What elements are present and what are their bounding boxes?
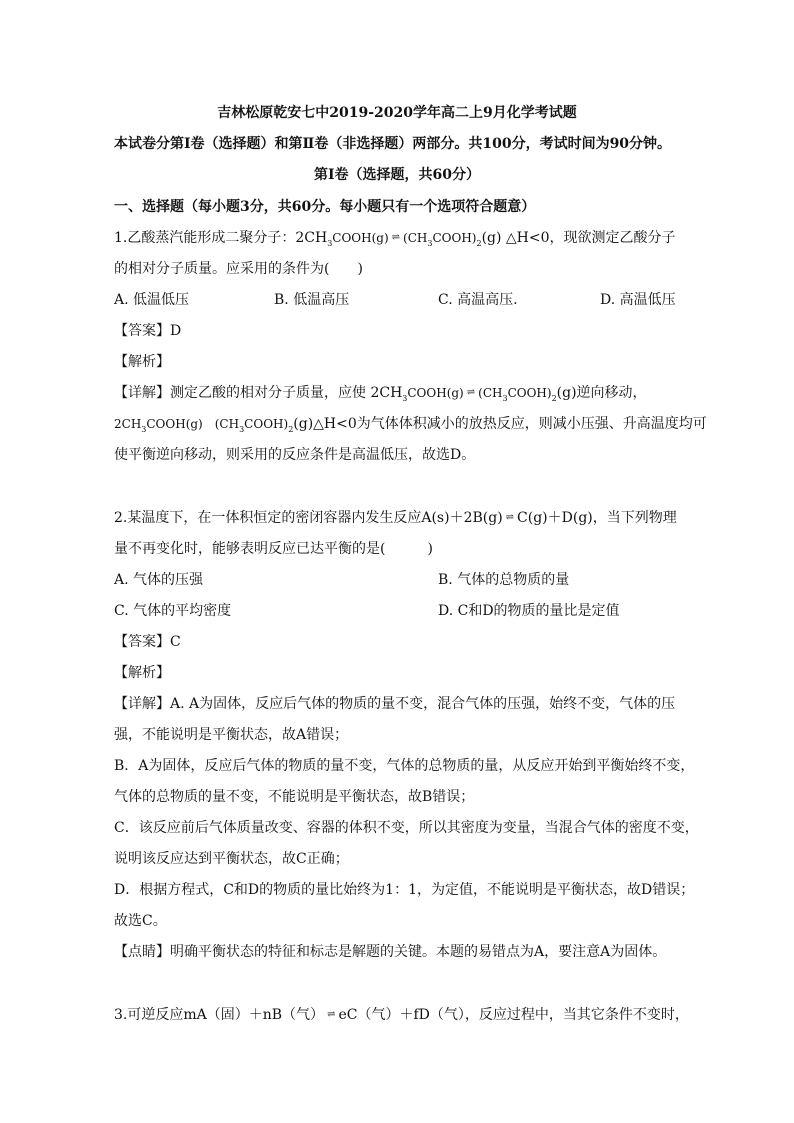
q2-answer: 【答案】C [114,634,181,650]
q2-option-a: A. 气体的压强 [114,572,204,588]
q2-option-d: D. C和D的物质的量比是定值 [438,603,620,619]
equilibrium-arrow-icon: ⇌ [505,512,515,523]
q2-option-b: B. 气体的总物质的量 [438,572,570,588]
q2-analysis-label: 【解析】 [114,665,170,681]
section-one-heading: 一、选择题（每小题3分，共60分。每小题只有一个选项符合题意） [114,199,536,215]
q1-answer: 【答案】D [114,323,182,339]
q1-stem-line1: 1.乙酸蒸汽能形成二聚分子：$2CH_3COOH(g)$ ⇌ $(CH_3COOH)_2(g)$ △H<0，现欲测定乙酸分子 [114,230,676,248]
q1-detail-line2: $2CH_3COOH(g)$ $(CH_3COOH)_2(g)\triangle H<0$为气体体积减小的放热反应，则减小压强、升高温度均可 [114,416,707,434]
document-title: 吉林松原乾安七中2019-2020学年高二上9月化学考试题 [217,105,577,121]
q2-detail-line1: 【详解】A. A为固体，反应后气体的物质的量不变，混合气体的压强，始终不变，气体的压 [114,696,676,712]
q2-detail-line5: C．该反应前后气体质量改变、容器的体积不变，所以其密度为变量，当混合气体的密度不变， [114,820,699,836]
q1-stem-line2: 的相对分子质量。应采用的条件为( ) [114,261,363,277]
q1-option-a: A. 低温低压 [114,292,190,308]
q1-option-b: B. 低温高压 [274,292,350,308]
q2-detail-line6: 说明该反应达到平衡状态，故C正确； [114,851,349,867]
q1-option-d: D. 高温低压 [600,292,676,308]
q2-detail-line4: 气体的总物质的量不变，不能说明是平衡状态，故B错误； [114,789,475,805]
part-one-heading: 第Ⅰ卷（选择题，共60分） [313,167,481,183]
exam-intro: 本试卷分第Ⅰ卷（选择题）和第Ⅱ卷（非选择题）两部分。共100分，考试时间为90分钟。 [114,136,672,152]
q1-option-c: C. 高温高压. [438,292,518,308]
q2-detail-line2: 强，不能说明是平衡状态，故A错误； [114,727,349,743]
q1-analysis-label: 【解析】 [114,354,170,370]
q2-option-c: C. 气体的平均密度 [114,603,232,619]
q2-stem-line2: 量不再变化时，能够表明反应已达平衡的是( ) [114,541,433,557]
q2-detail-line8: 故选C。 [114,913,167,929]
q2-detail-line3: B．A为固体，反应后气体的物质的量不变，气体的总物质的量，从反应开始到平衡始终不变， [114,758,695,774]
q3-stem-line1: 3.可逆反应mA（固）＋nB（气） ⇌ eC（气）＋fD（气），反应过程中，当其它条件不变时， [114,1007,689,1023]
q2-stem-line1: 2.某温度下，在一体积恒定的密闭容器内发生反应A(s)＋2B(g) ⇌ C(g)＋D(g)，当下列物理 [114,510,677,526]
q1-detail-line1: 【详解】测定乙酸的相对分子质量，应使 $2CH_3COOH(g)$ ⇌ $(CH_3COOH)_2(g)$逆向移动， [114,385,647,403]
q2-tip: 【点睛】明确平衡状态的特征和标志是解题的关键。本题的易错点为A，要注意A为固体。 [114,944,667,960]
q2-detail-line7: D．根据方程式，C和D的物质的量比始终为1：1，为定值，不能说明是平衡状态，故D错误； [114,882,695,898]
q1-detail-line3: 使平衡逆向移动，则采用的反应条件是高温低压，故选D。 [114,447,476,463]
equilibrium-arrow-icon: ⇌ [466,387,476,398]
equilibrium-arrow-icon: ⇌ [391,232,401,243]
equilibrium-arrow-icon: ⇌ [327,1009,336,1020]
